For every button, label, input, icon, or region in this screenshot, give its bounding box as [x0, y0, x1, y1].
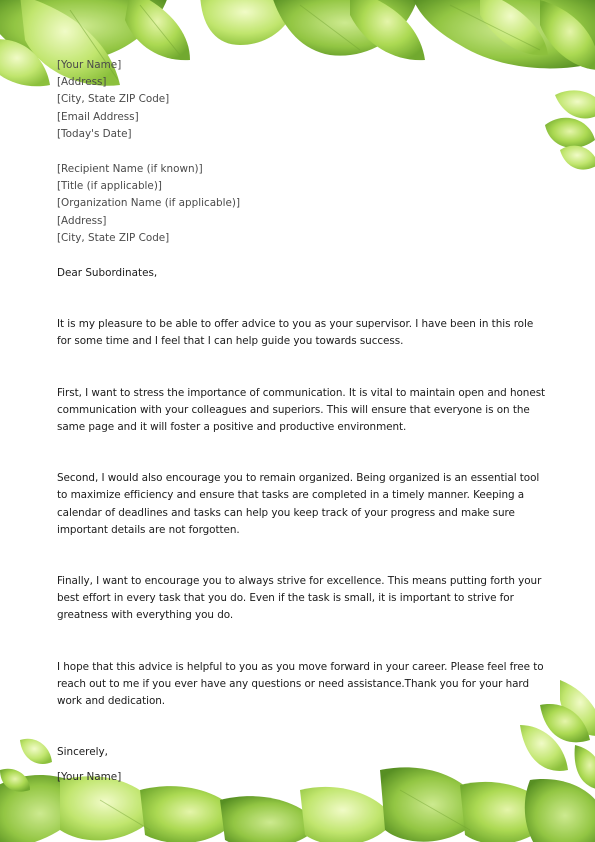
- sender-date: [Today's Date]: [57, 127, 132, 140]
- sender-name: [Your Name]: [57, 59, 122, 71]
- salutation: Dear Subordinates,: [57, 267, 158, 280]
- recipient-address: [Address]: [57, 214, 107, 227]
- closing: Sincerely,: [57, 746, 108, 759]
- paragraph-3: Second, I would also encourage you to remain organized. Being organized is an essential tool to maximize efficiency and ensure that tasks are completed in a timely manner. Keeping a calendar of deadlines and tasks can help you keep track of your progress and make sure important details are not forgotten.: [57, 472, 540, 536]
- sender-address: [Address]: [57, 76, 107, 89]
- sender-city: [City, State ZIP Code]: [57, 93, 170, 106]
- recipient-title: [Title (if applicable)]: [57, 180, 162, 193]
- sender-block: [57, 57, 547, 143]
- sender-email: [Email Address]: [57, 110, 139, 123]
- signature: [Your Name]: [57, 771, 122, 784]
- recipient-block: [57, 161, 547, 247]
- letter-body: [57, 57, 547, 787]
- recipient-city: [City, State ZIP Code]: [57, 231, 170, 244]
- recipient-organization: [Organization Name (if applicable)]: [57, 197, 241, 210]
- paragraph-1: It is my pleasure to be able to offer advice to you as your supervisor. I have been in this role for some time and I feel that I can help guide you towards success.: [57, 318, 534, 348]
- paragraph-2: First, I want to stress the importance of communication. It is vital to maintain open and honest communication with your colleagues and superiors. This will ensure that everyone is on the same page and it will foster a positive and productive environment.: [57, 386, 546, 434]
- paragraph-5: I hope that this advice is helpful to you as you move forward in your career. Please feel free to reach out to me if you ever have any questions or need assistance.Thank you for your hard work and dedication.: [57, 660, 544, 708]
- paragraph-4: Finally, I want to encourage you to always strive for excellence. This means putting forth your best effort in every task that you do. Even if the task is small, it is important to strive for greatness with everything you do.: [57, 575, 542, 622]
- recipient-name: [Recipient Name (if known)]: [57, 163, 203, 176]
